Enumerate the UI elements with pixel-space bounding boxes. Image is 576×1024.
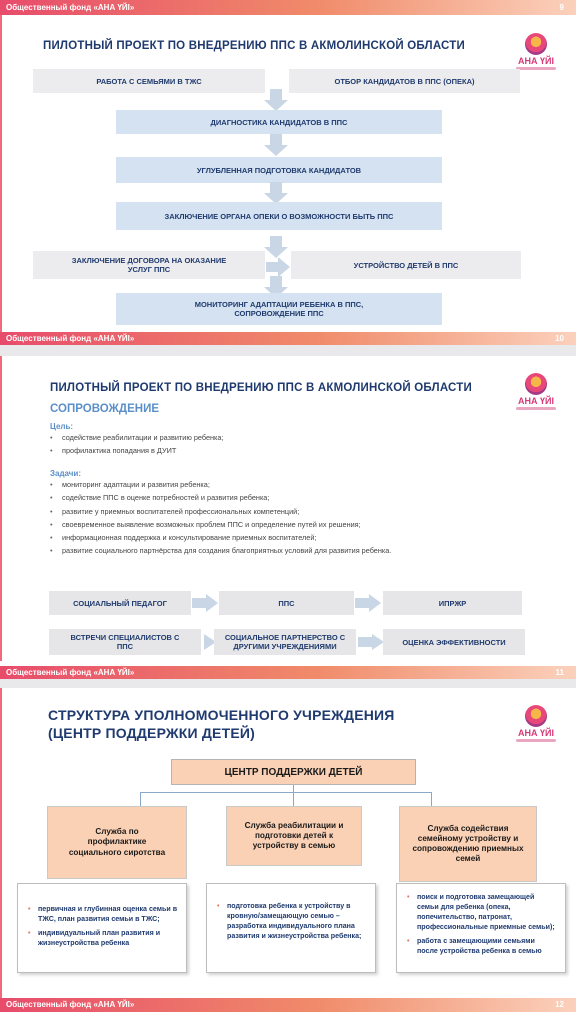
slide-title: ПИЛОТНЫЙ ПРОЕКТ ПО ВНЕДРЕНИЮ ППС В АКМОЛИНСКОЙ ОБЛАСТИ [50, 382, 472, 394]
org-name: Общественный фонд «АНА ҮЙІ» [6, 668, 135, 677]
arrow-right [355, 594, 381, 612]
list-item: • первичная и глубинная оценка семьи в ТЖС, план развития семьи в ТЖС; [28, 904, 178, 924]
box-efficiency-assessment: ОЦЕНКА ЭФФЕКТИВНОСТИ [383, 629, 525, 655]
arrow-right [266, 257, 290, 277]
tasks-list [50, 478, 391, 558]
logo-heart-icon [525, 33, 547, 55]
box-iprzhr: ИПРЖР [383, 591, 522, 615]
logo [516, 373, 556, 417]
footer-bar [0, 666, 576, 679]
list-item: • содействие реабилитации и развитию ребенка; [50, 431, 224, 444]
slide-title [48, 706, 395, 742]
slide-subtitle: СОПРОВОЖДЕНИЕ [50, 403, 160, 415]
header-bar [0, 0, 576, 15]
box-families-tzhs: РАБОТА С СЕМЬЯМИ В ТЖС [33, 69, 265, 93]
connector-line [293, 792, 294, 806]
arrow-down-1 [264, 89, 288, 111]
logo-heart-icon [525, 373, 547, 395]
goal-label: Цель: [50, 422, 74, 431]
side-accent [0, 15, 2, 335]
slide-structure [0, 688, 576, 1024]
logo-text: АНА ҮЙІ [518, 396, 554, 406]
box-guardianship-conclusion: ЗАКЛЮЧЕНИЕ ОРГАНА ОПЕКИ О ВОЗМОЖНОСТИ БЫТЬ ППС [116, 202, 442, 230]
arrow-right [192, 594, 218, 612]
logo-underline [516, 407, 556, 410]
list-item: • развитие у приемных воспитателей профессиональных компетенций; [50, 505, 391, 518]
list-item: • своевременное выявление возможных проблем ППС и определение путей их решения; [50, 518, 391, 531]
page-number: 10 [555, 334, 564, 343]
slide-title: ПИЛОТНЫЙ ПРОЕКТ ПО ВНЕДРЕНИЮ ППС В АКМОЛИНСКОЙ ОБЛАСТИ [43, 40, 465, 52]
slide-gap [0, 345, 576, 356]
slide-gap [0, 679, 576, 688]
box-social-pedagogue: СОЦИАЛЬНЫЙ ПЕДАГОГ [49, 591, 191, 615]
connector-line [140, 792, 431, 793]
card-rehabilitation [206, 883, 376, 973]
list-item: • работа с замещающими семьями после устройства ребенка в семью [407, 936, 557, 956]
org-name: Общественный фонд «АНА ҮЙІ» [6, 1000, 135, 1009]
service-prevention: Служба по профилактике социального сиротства [47, 806, 187, 879]
arrow-right [358, 634, 384, 650]
slide-pilot-flow [0, 0, 576, 345]
box-monitoring: МОНИТОРИНГ АДАПТАЦИИ РЕБЕНКА В ППС, СОПРОВОЖДЕНИЕ ППС [116, 293, 442, 325]
connector-line [140, 792, 141, 806]
list-item: • индивидуальный план развития и жизнеустройства ребенка [28, 928, 178, 948]
box-candidate-selection: ОТБОР КАНДИДАТОВ В ППС (ОПЕКА) [289, 69, 520, 93]
logo-text: АНА ҮЙІ [518, 728, 554, 738]
logo-underline [516, 739, 556, 742]
card-family-placement [396, 883, 566, 973]
logo [516, 705, 556, 749]
box-diagnostics: ДИАГНОСТИКА КАНДИДАТОВ В ППС [116, 110, 442, 134]
arrow-down-2 [264, 134, 288, 156]
slide-support [0, 356, 576, 679]
box-social-partnership: СОЦИАЛЬНОЕ ПАРТНЕРСТВО С ДРУГИМИ УЧРЕЖДЕНИЯМИ [214, 629, 356, 655]
footer-bar [0, 332, 576, 345]
list-item: • содействие ППС в оценке потребностей и развития ребенка; [50, 491, 391, 504]
org-name: Общественный фонд «АНА ҮЙІ» [6, 3, 135, 12]
arrow-down-3 [264, 182, 288, 204]
box-specialist-meetings: ВСТРЕЧИ СПЕЦИАЛИСТОВ С ППС [49, 629, 201, 655]
side-accent [0, 688, 2, 998]
box-pps: ППС [219, 591, 354, 615]
box-child-placement: УСТРОЙСТВО ДЕТЕЙ В ППС [291, 251, 521, 279]
tasks-label: Задачи: [50, 469, 82, 478]
logo [516, 33, 556, 77]
page-number: 11 [555, 668, 564, 677]
list-item: • мониторинг адаптации и развития ребенка; [50, 478, 391, 491]
goals-list [50, 431, 224, 458]
footer-bar [0, 998, 576, 1012]
page-number: 12 [555, 1000, 564, 1009]
connector-line [293, 785, 294, 792]
box-service-contract: ЗАКЛЮЧЕНИЕ ДОГОВОРА НА ОКАЗАНИЕ УСЛУГ ППС [33, 251, 265, 279]
page-number: 9 [559, 3, 564, 12]
list-item: • развитие социального партнёрства для создания благоприятных условий для развития ребенка. [50, 544, 391, 557]
box-deep-training: УГЛУБЛЕННАЯ ПОДГОТОВКА КАНДИДАТОВ [116, 157, 442, 183]
list-item: • профилактика попадания в ДУИТ [50, 444, 224, 457]
title-line-2: (ЦЕНТР ПОДДЕРЖКИ ДЕТЕЙ) [48, 725, 255, 741]
service-family-placement: Служба содействия семейному устройству и сопровождению приемных семей [399, 806, 537, 882]
list-item: • информационная поддержка и консультирование приемных воспитателей; [50, 531, 391, 544]
side-accent [0, 356, 2, 661]
list-item: • поиск и подготовка замещающей семьи для ребенка (опека, попечительство, патронат, профессиональные приемные семьи); [407, 892, 557, 932]
logo-text: АНА ҮЙІ [518, 56, 554, 66]
connector-line [431, 792, 432, 806]
org-name: Общественный фонд «АНА ҮЙІ» [6, 334, 135, 343]
logo-heart-icon [525, 705, 547, 727]
logo-underline [516, 67, 556, 70]
arrow-down-4 [264, 236, 288, 258]
list-item: • подготовка ребенка к устройству в кровную/замещающую семью – разработка индивидуального плана развития и жизнеустройства ребенка; [217, 901, 367, 941]
card-prevention [17, 883, 187, 973]
center-box: ЦЕНТР ПОДДЕРЖКИ ДЕТЕЙ [171, 759, 416, 785]
service-rehabilitation: Служба реабилитации и подготовки детей к устройству в семью [226, 806, 362, 866]
title-line-1: СТРУКТУРА УПОЛНОМОЧЕННОГО УЧРЕЖДЕНИЯ [48, 707, 395, 723]
